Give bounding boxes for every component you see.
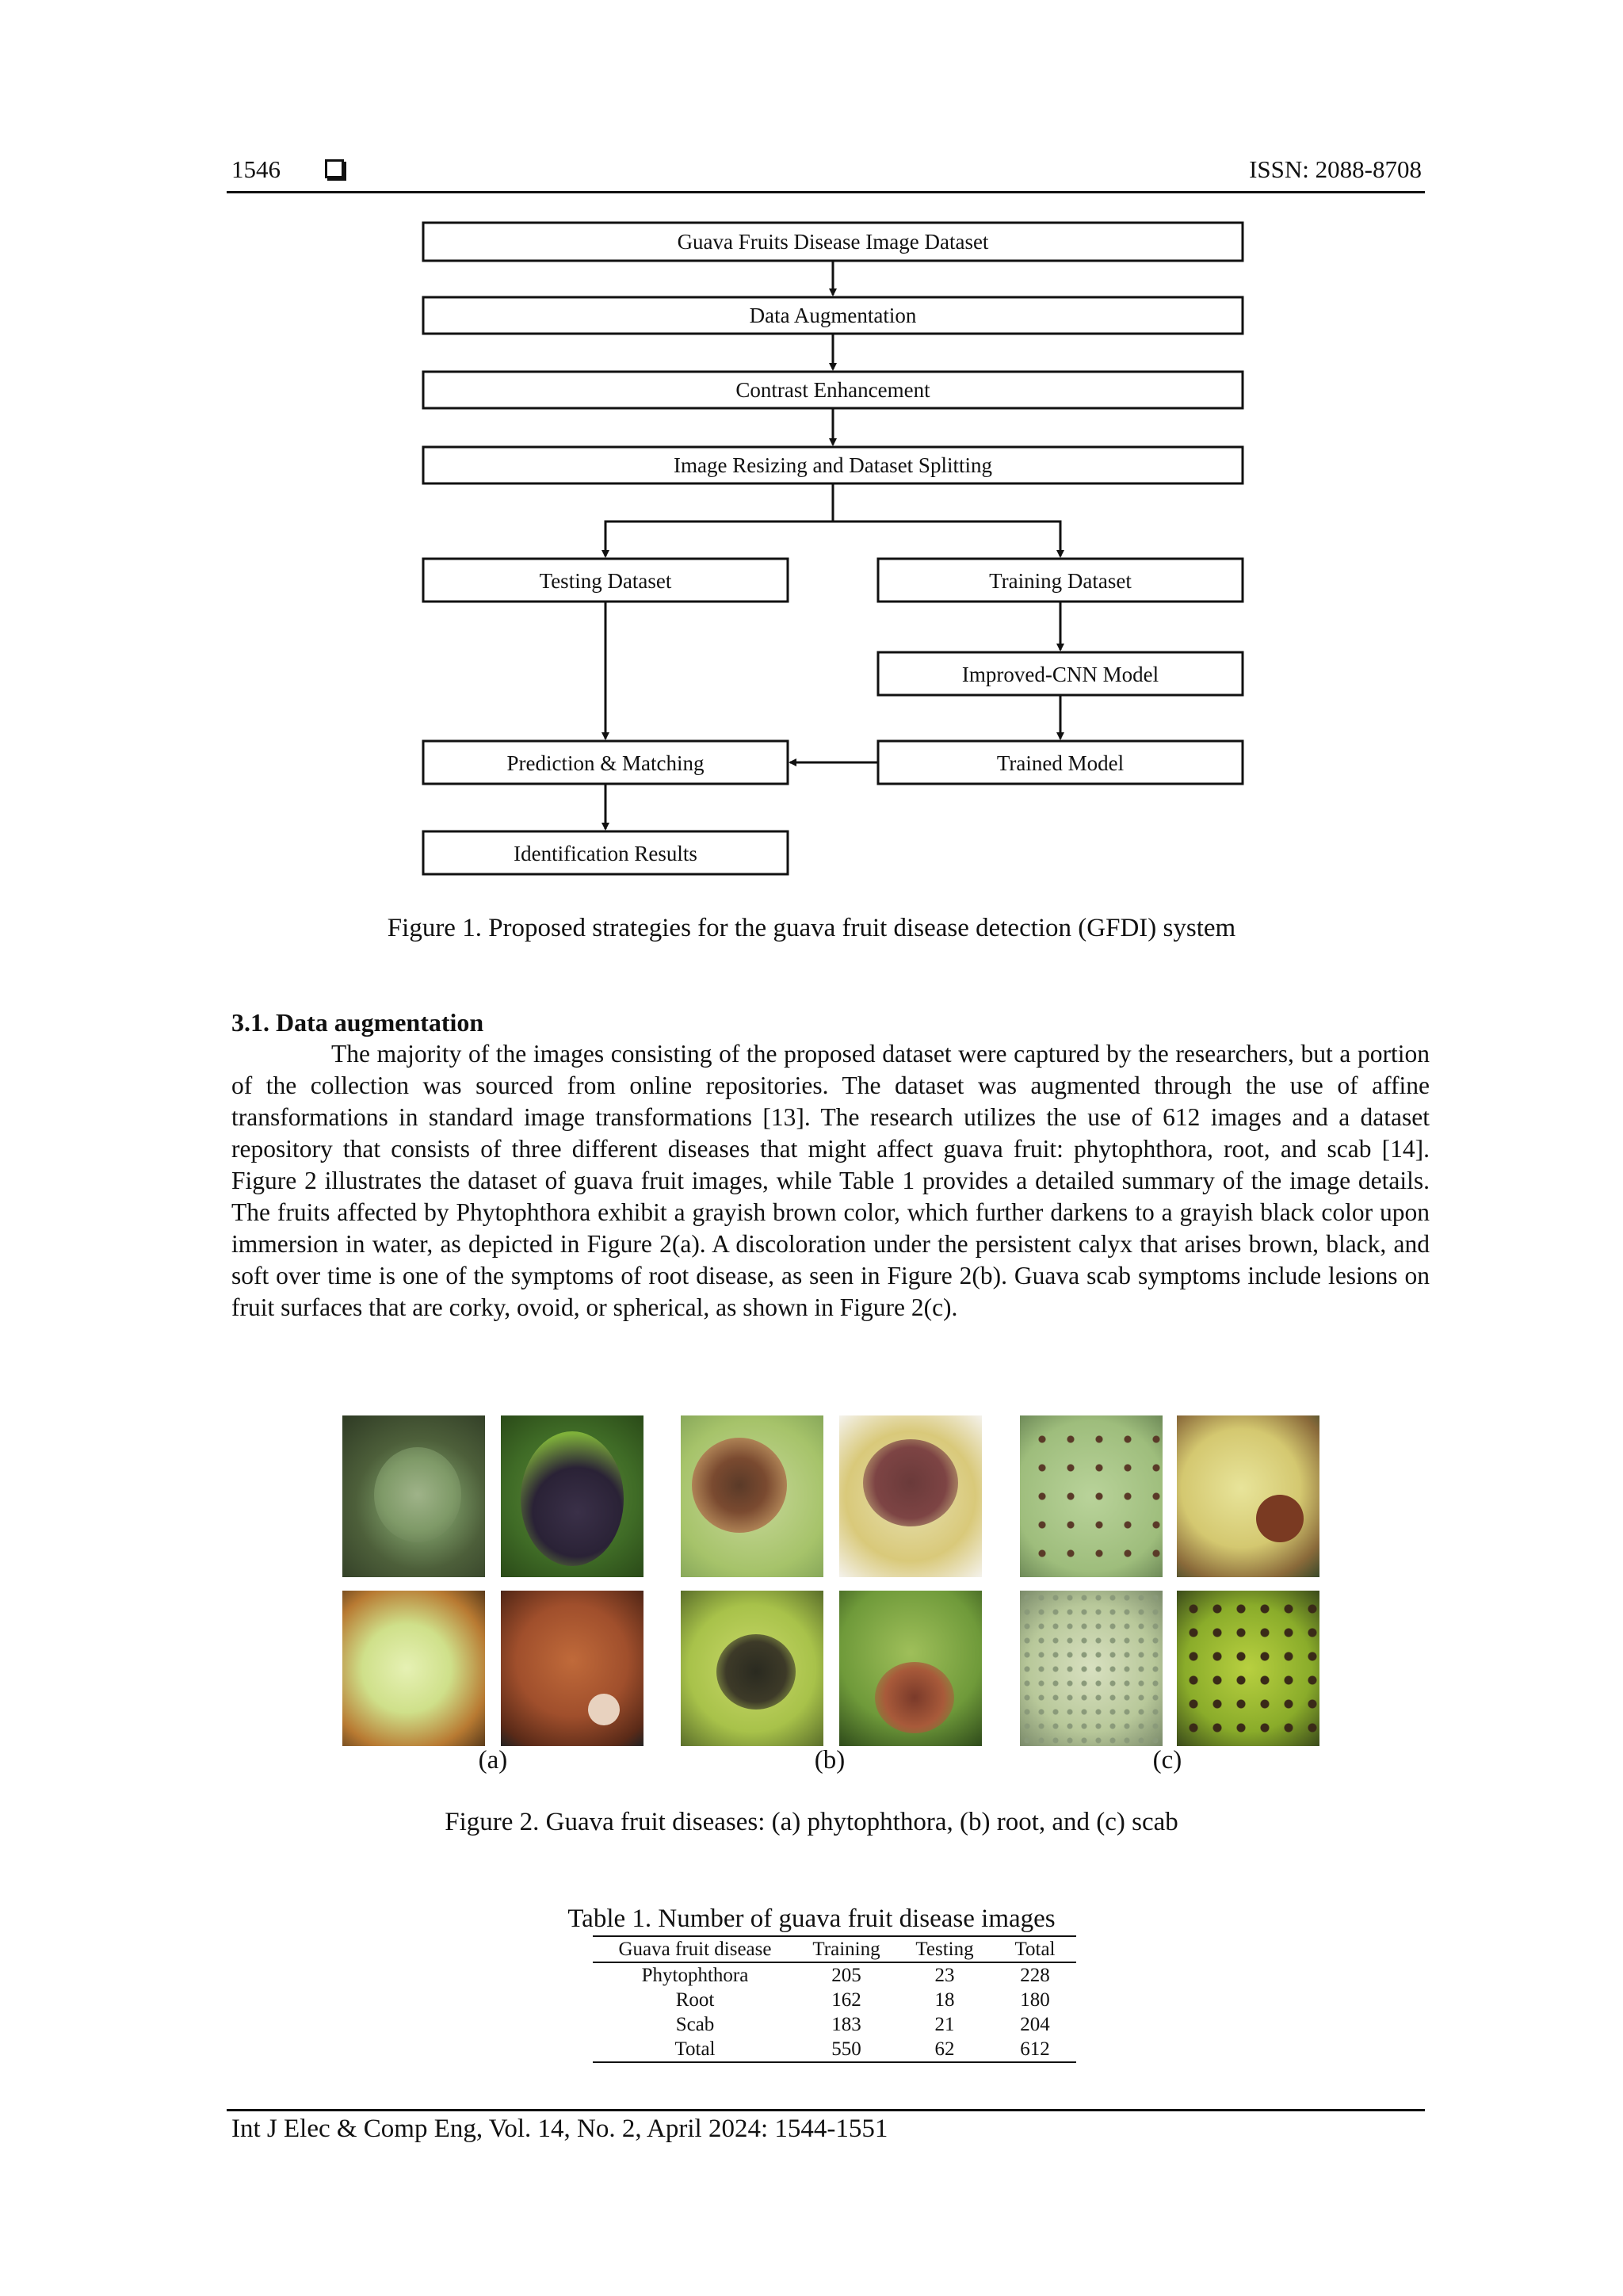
table-row — [593, 2037, 1076, 2062]
photo-root-2 — [839, 1415, 982, 1577]
table-cell: 205 — [831, 1965, 861, 1986]
section-heading: 3.1. Data augmentation — [231, 1008, 484, 1037]
photo-phytophthora-1 — [342, 1415, 485, 1577]
node-training-label: Training Dataset — [989, 569, 1132, 593]
column-header: Total — [994, 1936, 1076, 1962]
table-cell: 62 — [896, 2037, 994, 2062]
column-header: Testing — [896, 1936, 994, 1962]
table-cell: 18 — [934, 1989, 955, 2011]
table-cell: 183 — [831, 2014, 861, 2035]
section-paragraph: The majority of the images consisting of the proposed dataset were captured by the researchers, but a portion of the collection was sourced from online repositories. The dataset was augmented through the use of affine transformations in standard image transformations [13]. The research utilizes the use of 612 images and a dataset repository that consists of three different diseases that might affect guava fruit: phytophthora, root, and scab [14]. Figure 2 illustrates the dataset of guava fruit images, while Table 1 provides a detailed summary of the image details. The fruits affected by Phytophthora exhibit a grayish brown color, which further darkens to a grayish black color upon immersion in water, as depicted in Figure 2(a). A discoloration under the persistent calyx that arises brown, black, and soft over time is one of the symptoms of root disease, as seen in Figure 2(b). Guava scab symptoms include lesions on fruit surfaces that are corky, ovoid, or spherical, as shown in Figure 2(c). — [231, 1040, 1430, 1321]
node-resize-label: Image Resizing and Dataset Splitting — [674, 453, 992, 477]
table-cell: Phytophthora — [641, 1965, 749, 1986]
column-header: Training — [797, 1936, 896, 1962]
footer-citation: Int J Elec & Comp Eng, Vol. 14, No. 2, April 2024: 1544-1551 — [231, 2115, 888, 2143]
figure-2-label-b: (b) — [814, 1746, 846, 1775]
table-cell: 550 — [797, 2037, 896, 2062]
table-cell: 23 — [934, 1965, 955, 1986]
table-cell: 162 — [831, 1989, 861, 2011]
figure-2-label-a: (a) — [478, 1746, 508, 1775]
node-testing-label: Testing Dataset — [539, 569, 672, 593]
table-1-caption: Table 1. Number of guava fruit disease images — [567, 1904, 1056, 1933]
table-1 — [593, 1935, 1076, 2063]
table-cell: Total — [593, 2037, 797, 2062]
issn-label: ISSN: 2088-8708 — [1249, 155, 1422, 183]
table-row — [593, 2012, 1076, 2037]
photo-scab-2 — [1177, 1415, 1319, 1577]
photo-root-1 — [681, 1415, 823, 1577]
table-cell: Scab — [675, 2014, 715, 2035]
table-cell: 180 — [1020, 1989, 1050, 2011]
figure-2-label-c: (c) — [1152, 1746, 1182, 1775]
photo-scab-4 — [1177, 1591, 1319, 1746]
node-contrast-label: Contrast Enhancement — [735, 378, 930, 402]
node-prediction-label: Prediction & Matching — [506, 751, 705, 775]
table-cell: Root — [675, 1989, 715, 2011]
flowchart-figure-1 — [0, 0, 1623, 888]
figure-1-caption: Figure 1. Proposed strategies for the guava fruit disease detection (GFDI) system — [387, 914, 1236, 942]
column-header: Guava fruit disease — [593, 1936, 797, 1962]
table-row — [593, 1962, 1076, 1988]
node-dataset-label: Guava Fruits Disease Image Dataset — [677, 230, 989, 254]
photo-root-3 — [681, 1591, 823, 1746]
photo-scab-3 — [1020, 1591, 1163, 1746]
footer-rule — [227, 2109, 1425, 2111]
split-connector-right — [833, 521, 1060, 556]
table-cell: 204 — [1020, 2014, 1050, 2035]
node-trained-label: Trained Model — [996, 751, 1125, 775]
table-row — [593, 1988, 1076, 2012]
node-cnn-label: Improved-CNN Model — [961, 663, 1159, 686]
split-connector — [605, 483, 833, 556]
photo-phytophthora-2 — [501, 1415, 643, 1577]
table-header-row — [593, 1936, 1076, 1962]
page-number: 1546 — [231, 155, 281, 183]
node-augmentation-label: Data Augmentation — [749, 304, 917, 327]
table-cell: 612 — [994, 2037, 1076, 2062]
node-results-label: Identification Results — [514, 842, 697, 865]
photo-phytophthora-4 — [501, 1591, 643, 1746]
photo-root-4 — [839, 1591, 982, 1746]
table-cell: 21 — [934, 2014, 955, 2035]
photo-phytophthora-3 — [342, 1591, 485, 1746]
photo-scab-1 — [1020, 1415, 1163, 1577]
figure-2-caption: Figure 2. Guava fruit diseases: (a) phytophthora, (b) root, and (c) scab — [445, 1808, 1178, 1836]
table-cell: 228 — [1020, 1965, 1050, 1986]
